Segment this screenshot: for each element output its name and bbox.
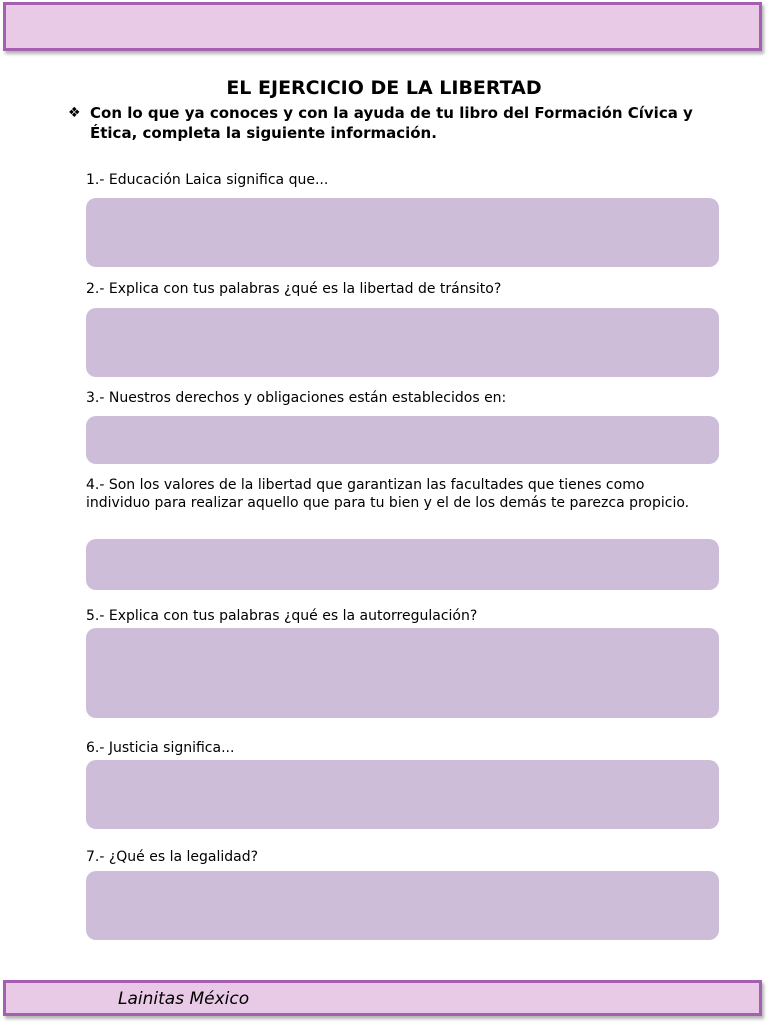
instruction-text: Con lo que ya conoces y con la ayuda de tu libro del Formación Cívica y Ética, completa la siguiente información. (90, 104, 693, 142)
diamond-bullet-icon: ❖ (68, 105, 81, 121)
question-6: 6.- Justicia significa... (86, 740, 235, 756)
answer-box-2[interactable] (86, 308, 719, 377)
page-title: EL EJERCICIO DE LA LIBERTAD (226, 77, 542, 99)
footer-text: Lainitas México (118, 989, 250, 1009)
instruction (68, 103, 732, 143)
header-banner (3, 2, 762, 51)
answer-box-6[interactable] (86, 760, 719, 829)
answer-box-7[interactable] (86, 871, 719, 940)
question-3: 3.- Nuestros derechos y obligaciones están establecidos en: (86, 390, 507, 406)
answer-box-5[interactable] (86, 628, 719, 718)
answer-box-4[interactable] (86, 539, 719, 590)
question-4: 4.- Son los valores de la libertad que garantizan las facultades que tienes como individuo para realizar aquello que para tu bien y el de los demás te parezca propicio. (86, 477, 690, 511)
answer-box-1[interactable] (86, 198, 719, 267)
footer-banner (3, 980, 762, 1016)
question-7: 7.- ¿Qué es la legalidad? (86, 849, 259, 865)
question-2: 2.- Explica con tus palabras ¿qué es la libertad de tránsito? (86, 281, 502, 297)
question-1: 1.- Educación Laica significa que... (86, 172, 329, 188)
question-5: 5.- Explica con tus palabras ¿qué es la autorregulación? (86, 608, 478, 624)
answer-box-3[interactable] (86, 416, 719, 464)
